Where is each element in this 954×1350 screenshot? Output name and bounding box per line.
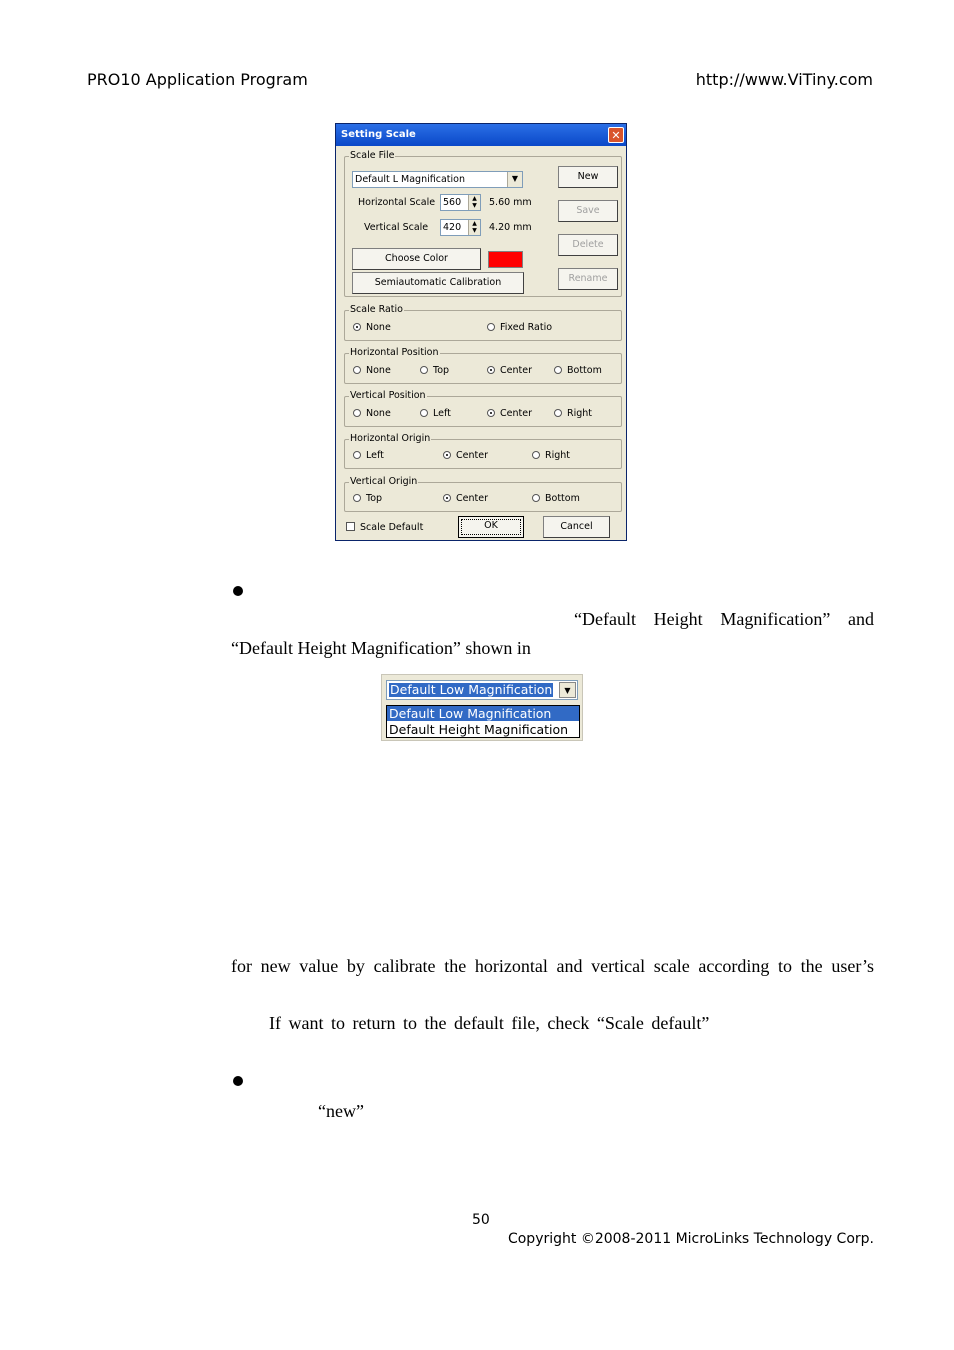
checkbox-label: Scale Default (360, 522, 424, 533)
radio-label: None (366, 365, 391, 376)
scale-file-combo-value: Default L Magnification (355, 174, 465, 185)
vpos-right-radio[interactable] (554, 408, 592, 419)
radio-label: Center (500, 408, 532, 419)
horizontal-scale-mm: 5.60 mm (489, 197, 532, 208)
ok-button[interactable]: OK (458, 516, 524, 538)
body-line-1: “Default Height Magnification” and (574, 609, 874, 629)
radio-label: Bottom (545, 493, 580, 504)
header-right: http://www.ViTiny.com (695, 70, 873, 89)
horizontal-origin-label: Horizontal Origin (350, 433, 431, 444)
radio-on-icon (353, 323, 361, 331)
scale-ratio-label: Scale Ratio (350, 304, 403, 315)
scale-file-label: Scale File (350, 150, 395, 161)
vorigin-bottom-radio[interactable] (532, 493, 580, 504)
radio-label: Bottom (567, 365, 602, 376)
radio-off-icon (353, 409, 361, 417)
radio-off-icon (487, 323, 495, 331)
body-line-5: “new” (318, 1101, 364, 1121)
close-icon[interactable]: ✕ (608, 127, 624, 143)
vpos-none-radio[interactable] (353, 408, 391, 419)
dialog-titlebar (336, 124, 626, 146)
semiautomatic-calibration-button[interactable]: Semiautomatic Calibration (352, 272, 524, 294)
vertical-scale-mm: 4.20 mm (489, 222, 532, 233)
vertical-scale-label: Vertical Scale (364, 222, 429, 233)
chevron-down-icon[interactable]: ▼ (559, 682, 576, 698)
radio-on-icon (443, 494, 451, 502)
horizontal-scale-label: Horizontal Scale (358, 197, 436, 208)
radio-label: Center (500, 365, 532, 376)
radio-label: Center (456, 493, 488, 504)
vertical-position-label: Vertical Position (350, 390, 426, 401)
radio-on-icon (443, 451, 451, 459)
horizontal-position-label: Horizontal Position (350, 347, 439, 358)
radio-off-icon (532, 451, 540, 459)
hpos-bottom-radio[interactable] (554, 365, 602, 376)
vorigin-top-radio[interactable] (353, 493, 382, 504)
vertical-scale-value: 420 (443, 222, 462, 233)
radio-label: None (366, 322, 391, 333)
setting-scale-dialog (335, 123, 627, 541)
body-line-4: If want to return to the default file, check “Scale default” (269, 1013, 710, 1033)
hpos-none-radio[interactable] (353, 365, 391, 376)
choose-color-button[interactable]: Choose Color (352, 248, 481, 270)
horizontal-scale-input[interactable] (440, 194, 481, 211)
vpos-center-radio[interactable] (487, 408, 532, 419)
radio-label: Top (433, 365, 450, 376)
copyright: Copyright ©2008-2011 MicroLinks Technology Corp. (507, 1231, 874, 1247)
radio-off-icon (420, 366, 428, 374)
radio-off-icon (353, 366, 361, 374)
dialog-title: Setting Scale (341, 129, 416, 140)
radio-on-icon (487, 366, 495, 374)
vpos-left-radio[interactable] (420, 408, 451, 419)
vertical-origin-label: Vertical Origin (350, 476, 418, 487)
dropdown-list (386, 705, 580, 738)
vorigin-center-radio[interactable] (443, 493, 488, 504)
hpos-top-radio[interactable] (420, 365, 449, 376)
vertical-scale-input[interactable] (440, 219, 481, 236)
horigin-left-radio[interactable] (353, 450, 384, 461)
magnification-combo[interactable] (386, 680, 578, 700)
scale-default-checkbox[interactable] (346, 522, 423, 533)
hpos-center-radio[interactable] (487, 365, 532, 376)
page-number: 50 (472, 1212, 490, 1228)
header-left: PRO10 Application Program (87, 70, 308, 89)
radio-label: Left (366, 450, 384, 461)
spinner-arrows-icon[interactable]: ▲ ▼ (468, 220, 480, 235)
radio-off-icon (353, 494, 361, 502)
radio-label: Left (433, 408, 451, 419)
dropdown-option-low[interactable]: Default Low Magnification (387, 706, 579, 721)
bullet-icon (233, 1076, 243, 1086)
delete-button[interactable]: Delete (558, 234, 618, 256)
body-line-2: “Default Height Magnification” shown in (231, 638, 531, 658)
checkbox-icon (346, 522, 355, 531)
new-button[interactable]: New (558, 166, 618, 188)
radio-off-icon (420, 409, 428, 417)
radio-off-icon (532, 494, 540, 502)
radio-label: Right (567, 408, 593, 419)
radio-off-icon (353, 451, 361, 459)
horizontal-scale-value: 560 (443, 197, 462, 208)
bullet-icon (233, 586, 243, 596)
radio-off-icon (554, 366, 562, 374)
radio-label: Top (366, 493, 383, 504)
radio-on-icon (487, 409, 495, 417)
spinner-arrows-icon[interactable]: ▲ ▼ (468, 195, 480, 210)
radio-off-icon (554, 409, 562, 417)
horigin-right-radio[interactable] (532, 450, 570, 461)
radio-label: Center (456, 450, 488, 461)
dropdown-option-height[interactable]: Default Height Magnification (389, 722, 569, 737)
color-swatch[interactable] (488, 251, 523, 268)
radio-label: Right (545, 450, 571, 461)
magnification-dropdown-image (381, 674, 583, 741)
cancel-button[interactable]: Cancel (543, 516, 610, 538)
body-line-3: for new value by calibrate the horizontal and vertical scale according to the user’s (231, 956, 874, 976)
save-button[interactable]: Save (558, 200, 618, 222)
scale-ratio-none-radio[interactable] (353, 322, 391, 333)
radio-label: None (366, 408, 391, 419)
scale-ratio-fixed-radio[interactable] (487, 322, 552, 333)
horigin-center-radio[interactable] (443, 450, 488, 461)
scale-file-combo[interactable] (352, 171, 523, 188)
combo-selected-text: Default Low Magnification (390, 682, 553, 697)
radio-label: Fixed Ratio (500, 322, 553, 333)
rename-button[interactable]: Rename (558, 268, 618, 290)
chevron-down-icon[interactable]: ▼ (507, 172, 522, 187)
